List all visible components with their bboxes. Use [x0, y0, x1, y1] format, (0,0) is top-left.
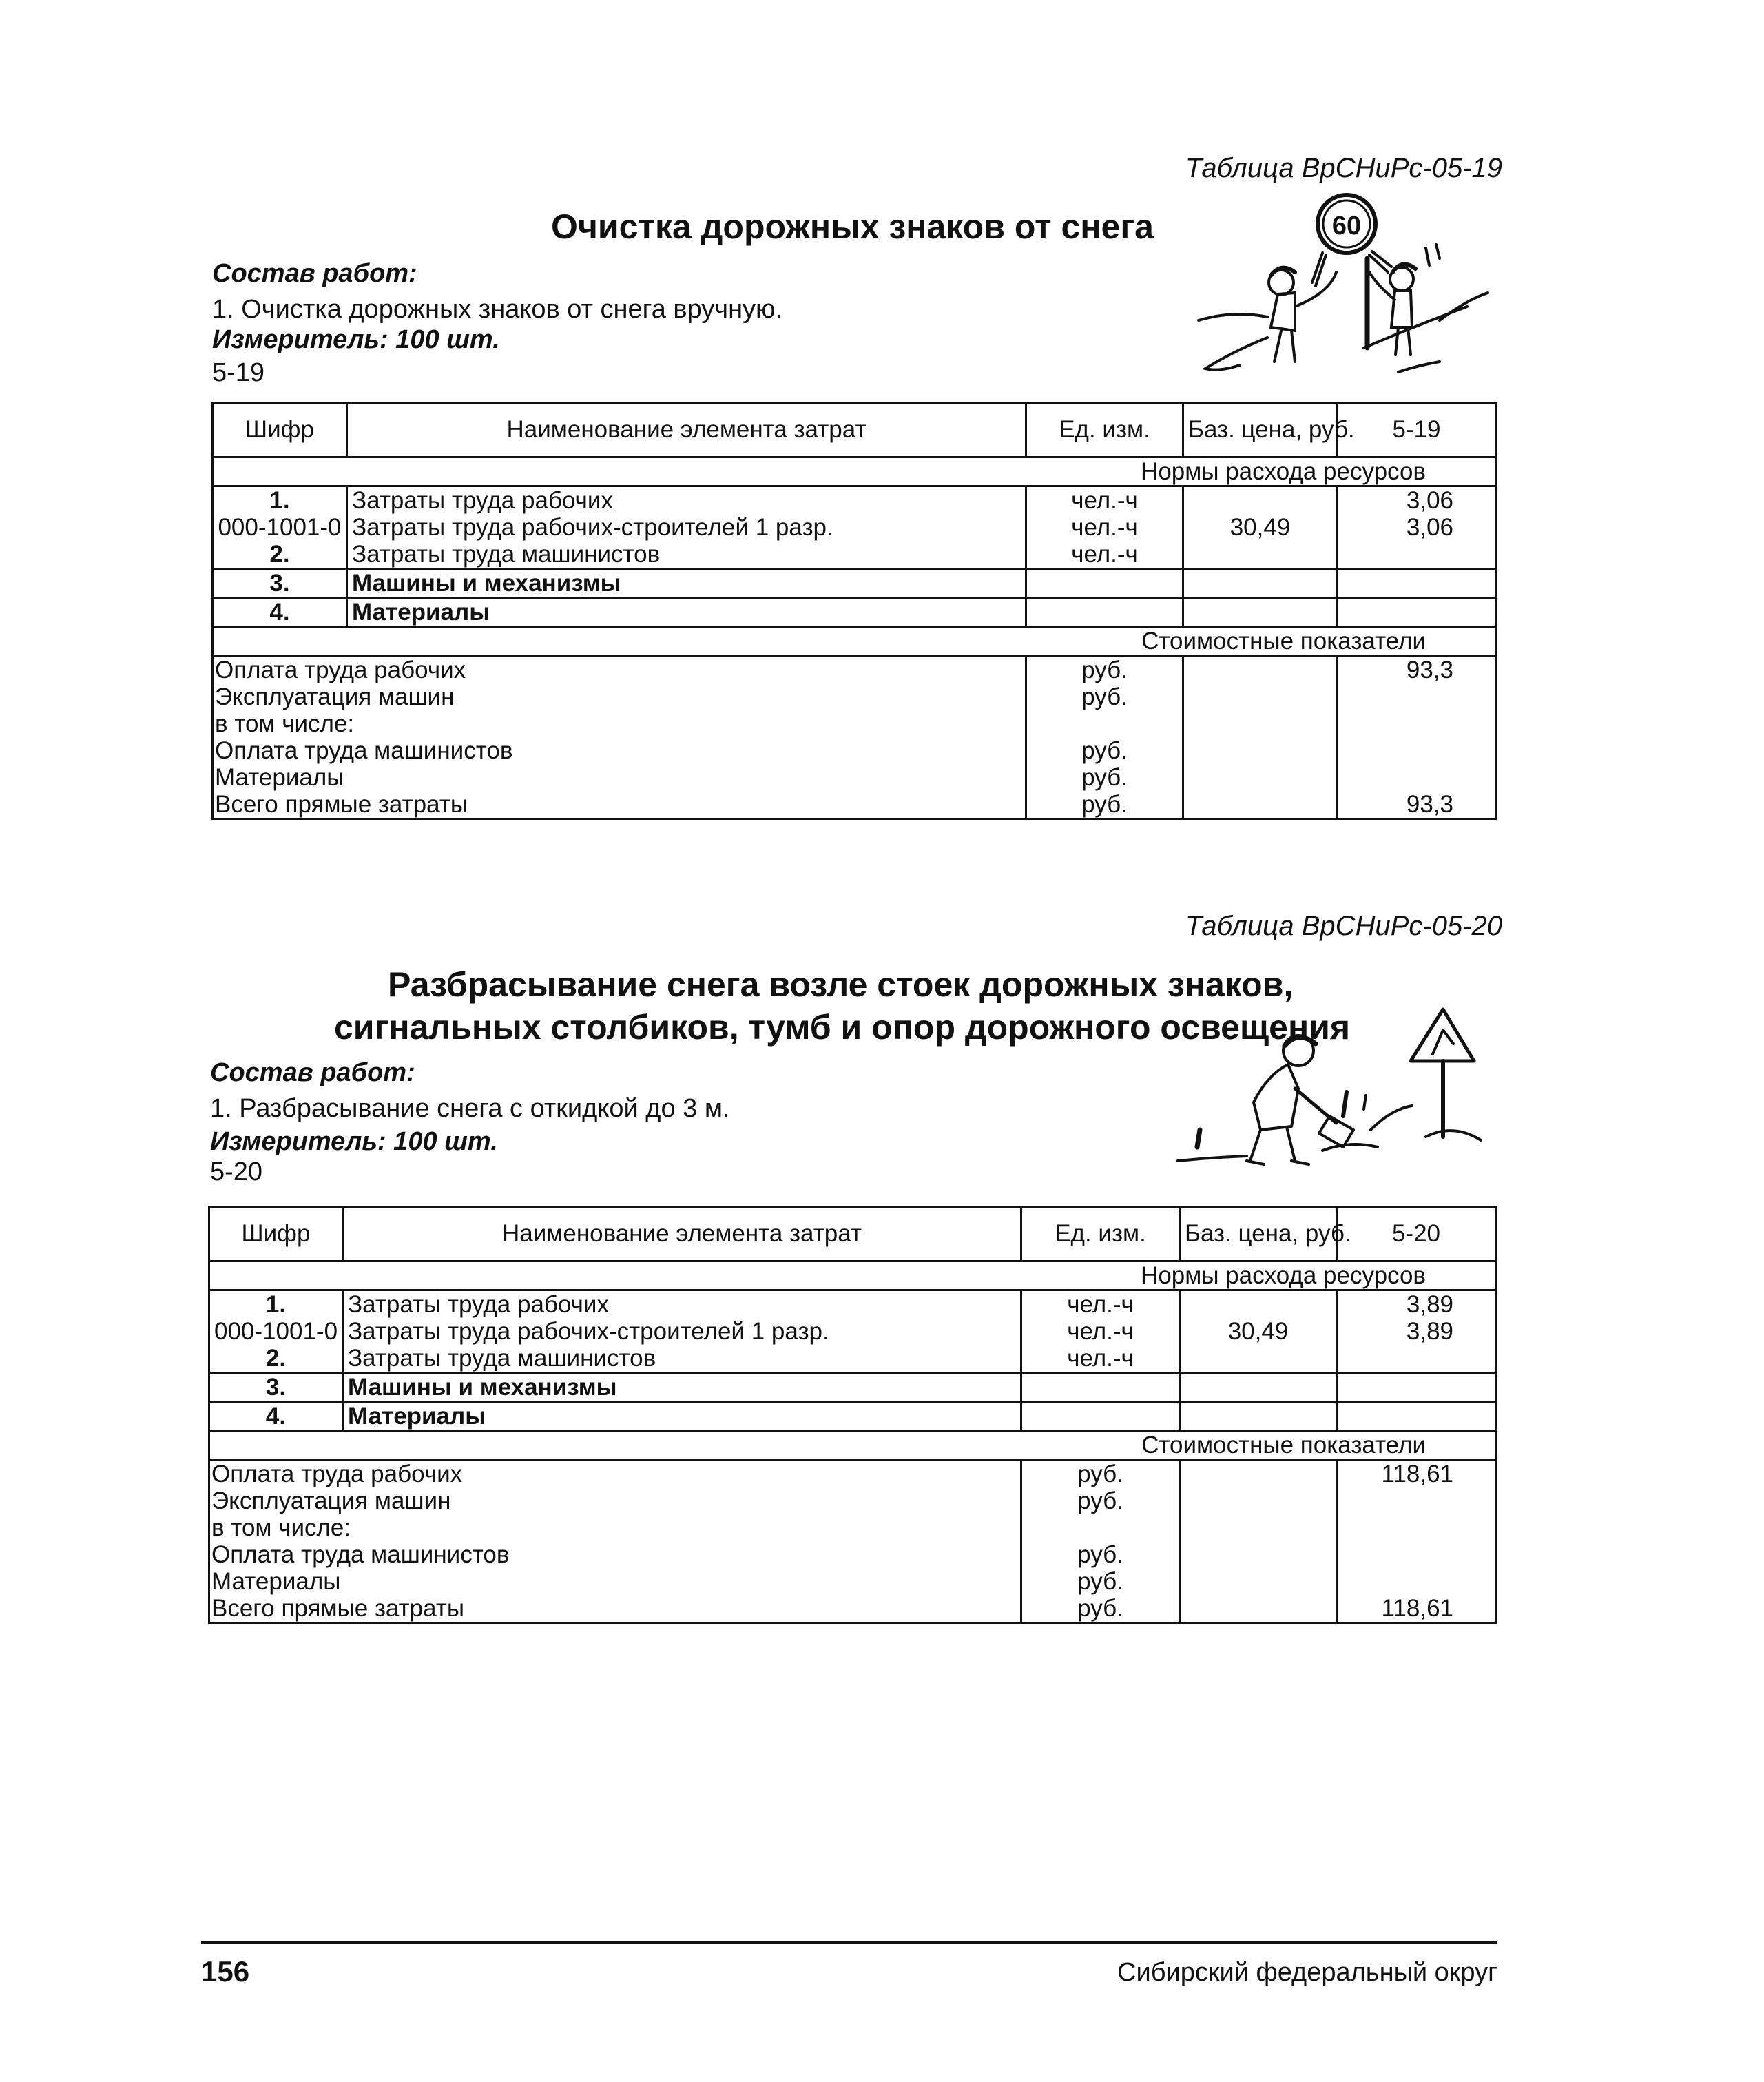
row-cipher: 4. [209, 1402, 343, 1431]
row-cipher: 3. [213, 569, 347, 598]
cost-unit: руб. [1026, 656, 1183, 684]
row-value [1338, 541, 1496, 569]
header-name: Наименование элемента затрат [347, 403, 1026, 457]
table-row [209, 1487, 1496, 1514]
row-price: 30,49 [1180, 1318, 1337, 1345]
section-title-1: Очистка дорожных знаков от снега [551, 207, 1154, 246]
row-price [1183, 486, 1338, 515]
table-row [213, 598, 1496, 627]
cost-name: Оплата труда машинистов [213, 737, 1026, 764]
header-code: 5-20 [1337, 1207, 1496, 1261]
cost-name: Оплата труда рабочих [209, 1460, 1021, 1488]
cost-value [1338, 737, 1496, 764]
row-name: Машины и механизмы [343, 1373, 1021, 1402]
header-unit: Ед. изм. [1021, 1207, 1180, 1261]
cost-value [1337, 1568, 1496, 1595]
row-unit: чел.-ч [1021, 1318, 1180, 1345]
table-row [213, 656, 1496, 684]
table-label-2: Таблица ВрСНиРс-05-20 [1185, 911, 1502, 941]
cost-value [1338, 764, 1496, 791]
cost-name: в том числе: [209, 1514, 1021, 1541]
measure-1: Измеритель: 100 шт. [212, 325, 500, 354]
header-price: Баз. цена, руб. [1183, 403, 1338, 457]
header-name: Наименование элемента затрат [343, 1207, 1021, 1261]
table-row [209, 1373, 1496, 1402]
row-value: 3,89 [1337, 1318, 1496, 1345]
row-name: Затраты труда машинистов [343, 1345, 1021, 1373]
table-row [209, 1460, 1496, 1488]
cost-unit [1021, 1514, 1180, 1541]
table-header-row [209, 1207, 1496, 1261]
cost-section-row [209, 1431, 1496, 1460]
cost-unit: руб. [1026, 764, 1183, 791]
cost-unit: руб. [1021, 1595, 1180, 1623]
table-row [213, 791, 1496, 819]
footer-region: Сибирский федеральный округ [1117, 1958, 1497, 1987]
composition-heading-2: Состав работ: [210, 1058, 415, 1087]
cost-value: 93,3 [1338, 791, 1496, 819]
row-unit: чел.-ч [1021, 1345, 1180, 1373]
cost-unit: руб. [1026, 683, 1183, 710]
row-price [1180, 1290, 1337, 1319]
row-cipher: 2. [209, 1345, 343, 1373]
cost-unit: руб. [1021, 1541, 1180, 1568]
cost-value: 118,61 [1337, 1595, 1496, 1623]
table-row [213, 541, 1496, 569]
table-row [209, 1402, 1496, 1431]
row-value: 3,06 [1338, 514, 1496, 541]
table-label-1: Таблица ВрСНиРс-05-19 [1185, 153, 1502, 183]
cost-value [1338, 710, 1496, 737]
norms-label: Нормы расхода ресурсов [213, 457, 1496, 486]
row-price: 30,49 [1183, 514, 1338, 541]
table-row [213, 710, 1496, 737]
table-row [213, 486, 1496, 515]
cost-value: 118,61 [1337, 1460, 1496, 1488]
page-number: 156 [201, 1955, 250, 1988]
row-name: Машины и механизмы [347, 569, 1026, 598]
row-cipher: 3. [209, 1373, 343, 1402]
cost-name: Всего прямые затраты [209, 1595, 1021, 1623]
cost-name: Материалы [213, 764, 1026, 791]
cost-unit: руб. [1021, 1568, 1180, 1595]
row-value [1337, 1345, 1496, 1373]
footer-divider [201, 1941, 1497, 1944]
cost-name: Всего прямые затраты [213, 791, 1026, 819]
cost-unit: руб. [1026, 737, 1183, 764]
cost-table-2 [208, 1206, 1497, 1624]
cost-table-1 [211, 402, 1497, 820]
composition-item-2: 1. Разбрасывание снега с откидкой до 3 м. [210, 1094, 730, 1123]
header-cipher: Шифр [209, 1207, 343, 1261]
cost-value [1337, 1487, 1496, 1514]
row-name: Затраты труда рабочих [347, 486, 1026, 515]
header-unit: Ед. изм. [1026, 403, 1183, 457]
cost-unit: руб. [1021, 1487, 1180, 1514]
section-code-1: 5-19 [212, 358, 265, 387]
cost-label: Стоимостные показатели [209, 1431, 1496, 1460]
norms-section-row [213, 457, 1496, 486]
norms-label: Нормы расхода ресурсов [209, 1261, 1496, 1290]
row-cipher: 000-1001-0 [209, 1318, 343, 1345]
row-cipher: 1. [213, 486, 347, 515]
header-cipher: Шифр [213, 403, 347, 457]
table-row [213, 514, 1496, 541]
row-value: 3,06 [1338, 486, 1496, 515]
table-row [209, 1568, 1496, 1595]
row-unit: чел.-ч [1026, 486, 1183, 515]
row-name: Затраты труда рабочих-строителей 1 разр. [347, 514, 1026, 541]
table-header-row [213, 403, 1496, 457]
table-row [209, 1541, 1496, 1568]
row-name: Материалы [343, 1402, 1021, 1431]
composition-heading-1: Состав работ: [212, 259, 417, 288]
row-value: 3,89 [1337, 1290, 1496, 1319]
cost-name: Оплата труда рабочих [213, 656, 1026, 684]
road-sign-cleaning-illustration [1192, 189, 1508, 389]
table-row [209, 1514, 1496, 1541]
cost-value [1337, 1541, 1496, 1568]
speed-limit-sign-text: 60 [1331, 212, 1362, 240]
row-unit: чел.-ч [1026, 514, 1183, 541]
header-price: Баз. цена, руб. [1180, 1207, 1337, 1261]
row-cipher: 1. [209, 1290, 343, 1319]
cost-value [1337, 1514, 1496, 1541]
cost-value: 93,3 [1338, 656, 1496, 684]
section-title-2-line-2: сигнальных столбиков, тумб и опор дорожного освещения [334, 1008, 1351, 1047]
cost-label: Стоимостные показатели [213, 627, 1496, 656]
table-row [209, 1595, 1496, 1623]
row-cipher: 4. [213, 598, 347, 627]
row-price [1183, 541, 1338, 569]
cost-name: Материалы [209, 1568, 1021, 1595]
cost-value [1338, 683, 1496, 710]
table-row [213, 683, 1496, 710]
row-cipher: 000-1001-0 [213, 514, 347, 541]
section-title-2-line-1: Разбрасывание снега возле стоек дорожных знаков, [388, 965, 1294, 1004]
table-row [213, 569, 1496, 598]
cost-unit [1026, 710, 1183, 737]
snow-shoveling-worker-illustration [1171, 992, 1502, 1192]
norms-section-row [209, 1261, 1496, 1290]
header-code: 5-19 [1338, 403, 1496, 457]
cost-name: в том числе: [213, 710, 1026, 737]
cost-unit: руб. [1026, 791, 1183, 819]
table-row [209, 1290, 1496, 1319]
row-name: Затраты труда рабочих [343, 1290, 1021, 1319]
row-cipher: 2. [213, 541, 347, 569]
row-unit: чел.-ч [1026, 541, 1183, 569]
cost-section-row [213, 627, 1496, 656]
section-code-2: 5-20 [210, 1157, 263, 1186]
table-row [213, 764, 1496, 791]
table-row [209, 1318, 1496, 1345]
row-name: Затраты труда машинистов [347, 541, 1026, 569]
table-row [213, 737, 1496, 764]
row-unit: чел.-ч [1021, 1290, 1180, 1319]
table-row [209, 1345, 1496, 1373]
cost-unit: руб. [1021, 1460, 1180, 1488]
measure-2: Измеритель: 100 шт. [210, 1127, 498, 1156]
row-name: Затраты труда рабочих-строителей 1 разр. [343, 1318, 1021, 1345]
cost-name: Эксплуатация машин [209, 1487, 1021, 1514]
row-price [1180, 1345, 1337, 1373]
cost-name: Оплата труда машинистов [209, 1541, 1021, 1568]
composition-item-1: 1. Очистка дорожных знаков от снега вручную. [212, 295, 783, 324]
cost-name: Эксплуатация машин [213, 683, 1026, 710]
row-name: Материалы [347, 598, 1026, 627]
